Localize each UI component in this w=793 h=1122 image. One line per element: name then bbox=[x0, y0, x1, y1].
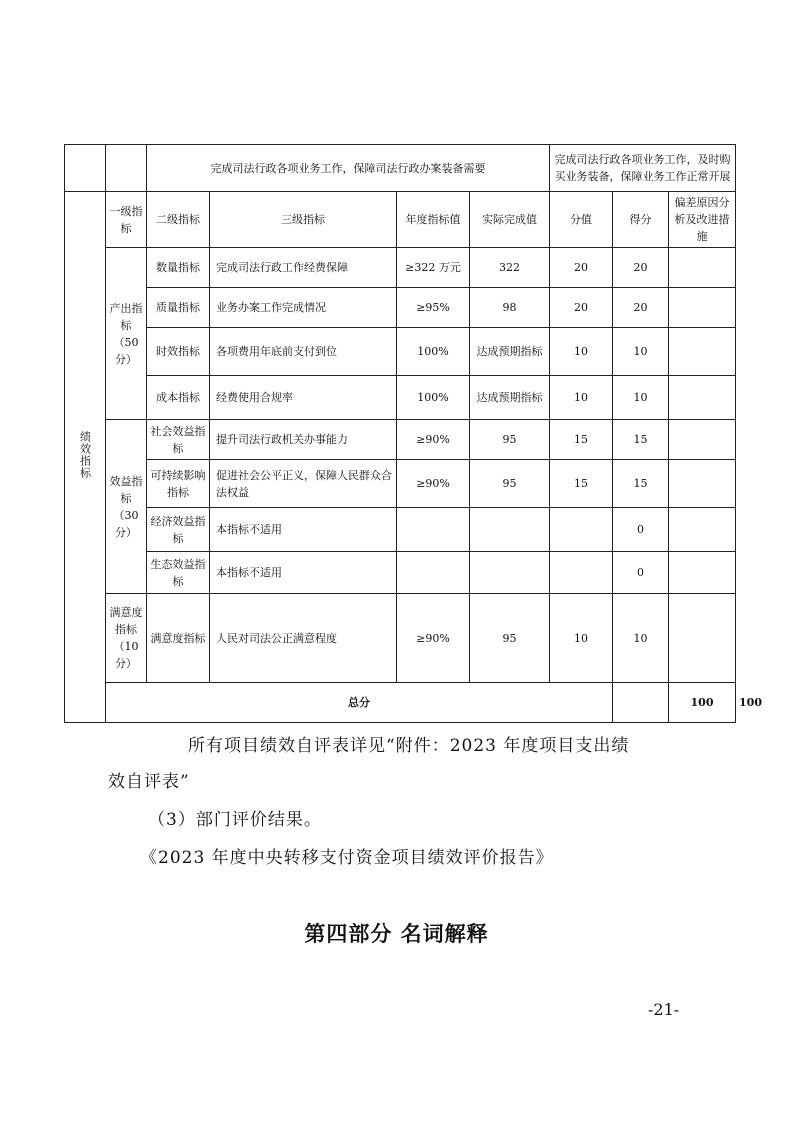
performance-table bbox=[64, 144, 762, 723]
level3-cell: 业务办案工作完成情况 bbox=[210, 288, 397, 328]
target-cell: ≥95% bbox=[397, 288, 470, 328]
actual-cell: 达成预期指标 bbox=[470, 328, 550, 376]
section-label-cell bbox=[65, 192, 106, 723]
empty-cell bbox=[613, 683, 669, 723]
actual-cell: 95 bbox=[470, 420, 550, 460]
score-cell: 10 bbox=[550, 328, 613, 376]
total-row: 总分 100 100 bbox=[65, 683, 736, 723]
header-target: 年度指标值 bbox=[397, 192, 470, 248]
reason-cell bbox=[669, 248, 736, 288]
level3-cell: 本指标不适用 bbox=[210, 508, 397, 552]
target-cell bbox=[397, 552, 470, 594]
reason-cell bbox=[669, 460, 736, 508]
level3-cell: 各项费用年底前支付到位 bbox=[210, 328, 397, 376]
actual-cell: 95 bbox=[470, 594, 550, 683]
reason-cell bbox=[669, 420, 736, 460]
page-number: -21- bbox=[648, 1000, 680, 1019]
target-cell: ≥90% bbox=[397, 420, 470, 460]
level3-cell: 经费使用合规率 bbox=[210, 376, 397, 420]
level2-cell: 成本指标 bbox=[147, 376, 210, 420]
level3-cell: 提升司法行政机关办事能力 bbox=[210, 420, 397, 460]
header-level3: 三级指标 bbox=[210, 192, 397, 248]
section-heading: 第四部分 名词解释 bbox=[304, 921, 489, 946]
score-cell: 10 bbox=[550, 376, 613, 420]
paragraph-line-2: 效自评表” bbox=[108, 772, 190, 792]
level3-cell: 本指标不适用 bbox=[210, 552, 397, 594]
level3-cell: 人民对司法公正满意程度 bbox=[210, 594, 397, 683]
paragraph-report-title: 《2023 年度中央转移支付资金项目绩效评价报告》 bbox=[140, 848, 554, 868]
level1-cell: 效益指标（30分） bbox=[106, 420, 147, 594]
header-reason: 偏差原因分析及改进措施 bbox=[669, 192, 736, 248]
actual-cell bbox=[470, 508, 550, 552]
level2-cell: 经济效益指标 bbox=[147, 508, 210, 552]
level2-cell: 数量指标 bbox=[147, 248, 210, 288]
score-cell: 10 bbox=[550, 594, 613, 683]
table-row bbox=[65, 460, 736, 508]
reason-cell bbox=[669, 594, 736, 683]
actual-cell bbox=[470, 552, 550, 594]
paragraph-line-1: 所有项目绩效自评表详见“附件：2023 年度项目支出绩 bbox=[188, 736, 630, 756]
total-label: 总分 bbox=[106, 683, 613, 723]
level2-cell: 可持续影响指标 bbox=[147, 460, 210, 508]
target-cell: ≥322 万元 bbox=[397, 248, 470, 288]
actual-cell: 98 bbox=[470, 288, 550, 328]
obtained-cell: 10 bbox=[613, 376, 669, 420]
level2-cell: 生态效益指标 bbox=[147, 552, 210, 594]
level3-cell: 促进社会公平正义，保障人民群众合法权益 bbox=[210, 460, 397, 508]
reason-cell bbox=[669, 288, 736, 328]
obtained-cell: 0 bbox=[613, 552, 669, 594]
actual-cell: 95 bbox=[470, 460, 550, 508]
actual-cell: 达成预期指标 bbox=[470, 376, 550, 420]
score-cell: 20 bbox=[550, 248, 613, 288]
level1-cell: 满意度指标（10分） bbox=[106, 594, 147, 683]
level3-cell: 完成司法行政工作经费保障 bbox=[210, 248, 397, 288]
level2-cell: 质量指标 bbox=[147, 288, 210, 328]
reason-cell bbox=[669, 376, 736, 420]
score-cell bbox=[550, 508, 613, 552]
empty-cell bbox=[65, 145, 106, 192]
table-row bbox=[65, 420, 736, 460]
level2-cell: 满意度指标 bbox=[147, 594, 210, 683]
obtained-cell: 10 bbox=[613, 594, 669, 683]
goal-actual-cell: 完成司法行政各项业务工作，及时购买业务装备，保障业务工作正常开展 bbox=[550, 145, 736, 192]
table-row bbox=[65, 594, 736, 683]
table-row bbox=[65, 552, 736, 594]
table-row bbox=[65, 508, 736, 552]
target-cell: ≥90% bbox=[397, 594, 470, 683]
header-level2: 二级指标 bbox=[147, 192, 210, 248]
level1-cell: 产出指标（50分） bbox=[106, 248, 147, 420]
table-row bbox=[65, 288, 736, 328]
empty-cell bbox=[106, 145, 147, 192]
reason-cell bbox=[669, 552, 736, 594]
score-cell: 20 bbox=[550, 288, 613, 328]
header-actual: 实际完成值 bbox=[470, 192, 550, 248]
table-row bbox=[65, 328, 736, 376]
obtained-cell: 0 bbox=[613, 508, 669, 552]
paragraph-section-3: （3）部门评价结果。 bbox=[148, 810, 322, 830]
score-cell bbox=[550, 552, 613, 594]
score-cell: 15 bbox=[550, 420, 613, 460]
obtained-cell: 20 bbox=[613, 288, 669, 328]
reason-cell bbox=[669, 508, 736, 552]
header-score: 分值 bbox=[550, 192, 613, 248]
target-cell: ≥90% bbox=[397, 460, 470, 508]
reason-cell bbox=[669, 328, 736, 376]
target-cell: 100% bbox=[397, 328, 470, 376]
obtained-cell: 10 bbox=[613, 328, 669, 376]
total-score: 100 bbox=[669, 683, 736, 723]
level2-cell: 时效指标 bbox=[147, 328, 210, 376]
goal-row bbox=[65, 145, 736, 192]
goal-target-cell: 完成司法行政各项业务工作，保障司法行政办案装备需要 bbox=[147, 145, 550, 192]
header-obtained: 得分 bbox=[613, 192, 669, 248]
obtained-cell: 15 bbox=[613, 460, 669, 508]
actual-cell: 322 bbox=[470, 248, 550, 288]
section-label: 绩效指标 bbox=[78, 430, 92, 479]
target-cell bbox=[397, 508, 470, 552]
level2-cell: 社会效益指标 bbox=[147, 420, 210, 460]
table-row bbox=[65, 376, 736, 420]
target-cell: 100% bbox=[397, 376, 470, 420]
obtained-cell: 20 bbox=[613, 248, 669, 288]
header-row bbox=[65, 192, 736, 248]
obtained-cell: 15 bbox=[613, 420, 669, 460]
table-row bbox=[65, 248, 736, 288]
header-level1: 一级指标 bbox=[106, 192, 147, 248]
score-cell: 15 bbox=[550, 460, 613, 508]
